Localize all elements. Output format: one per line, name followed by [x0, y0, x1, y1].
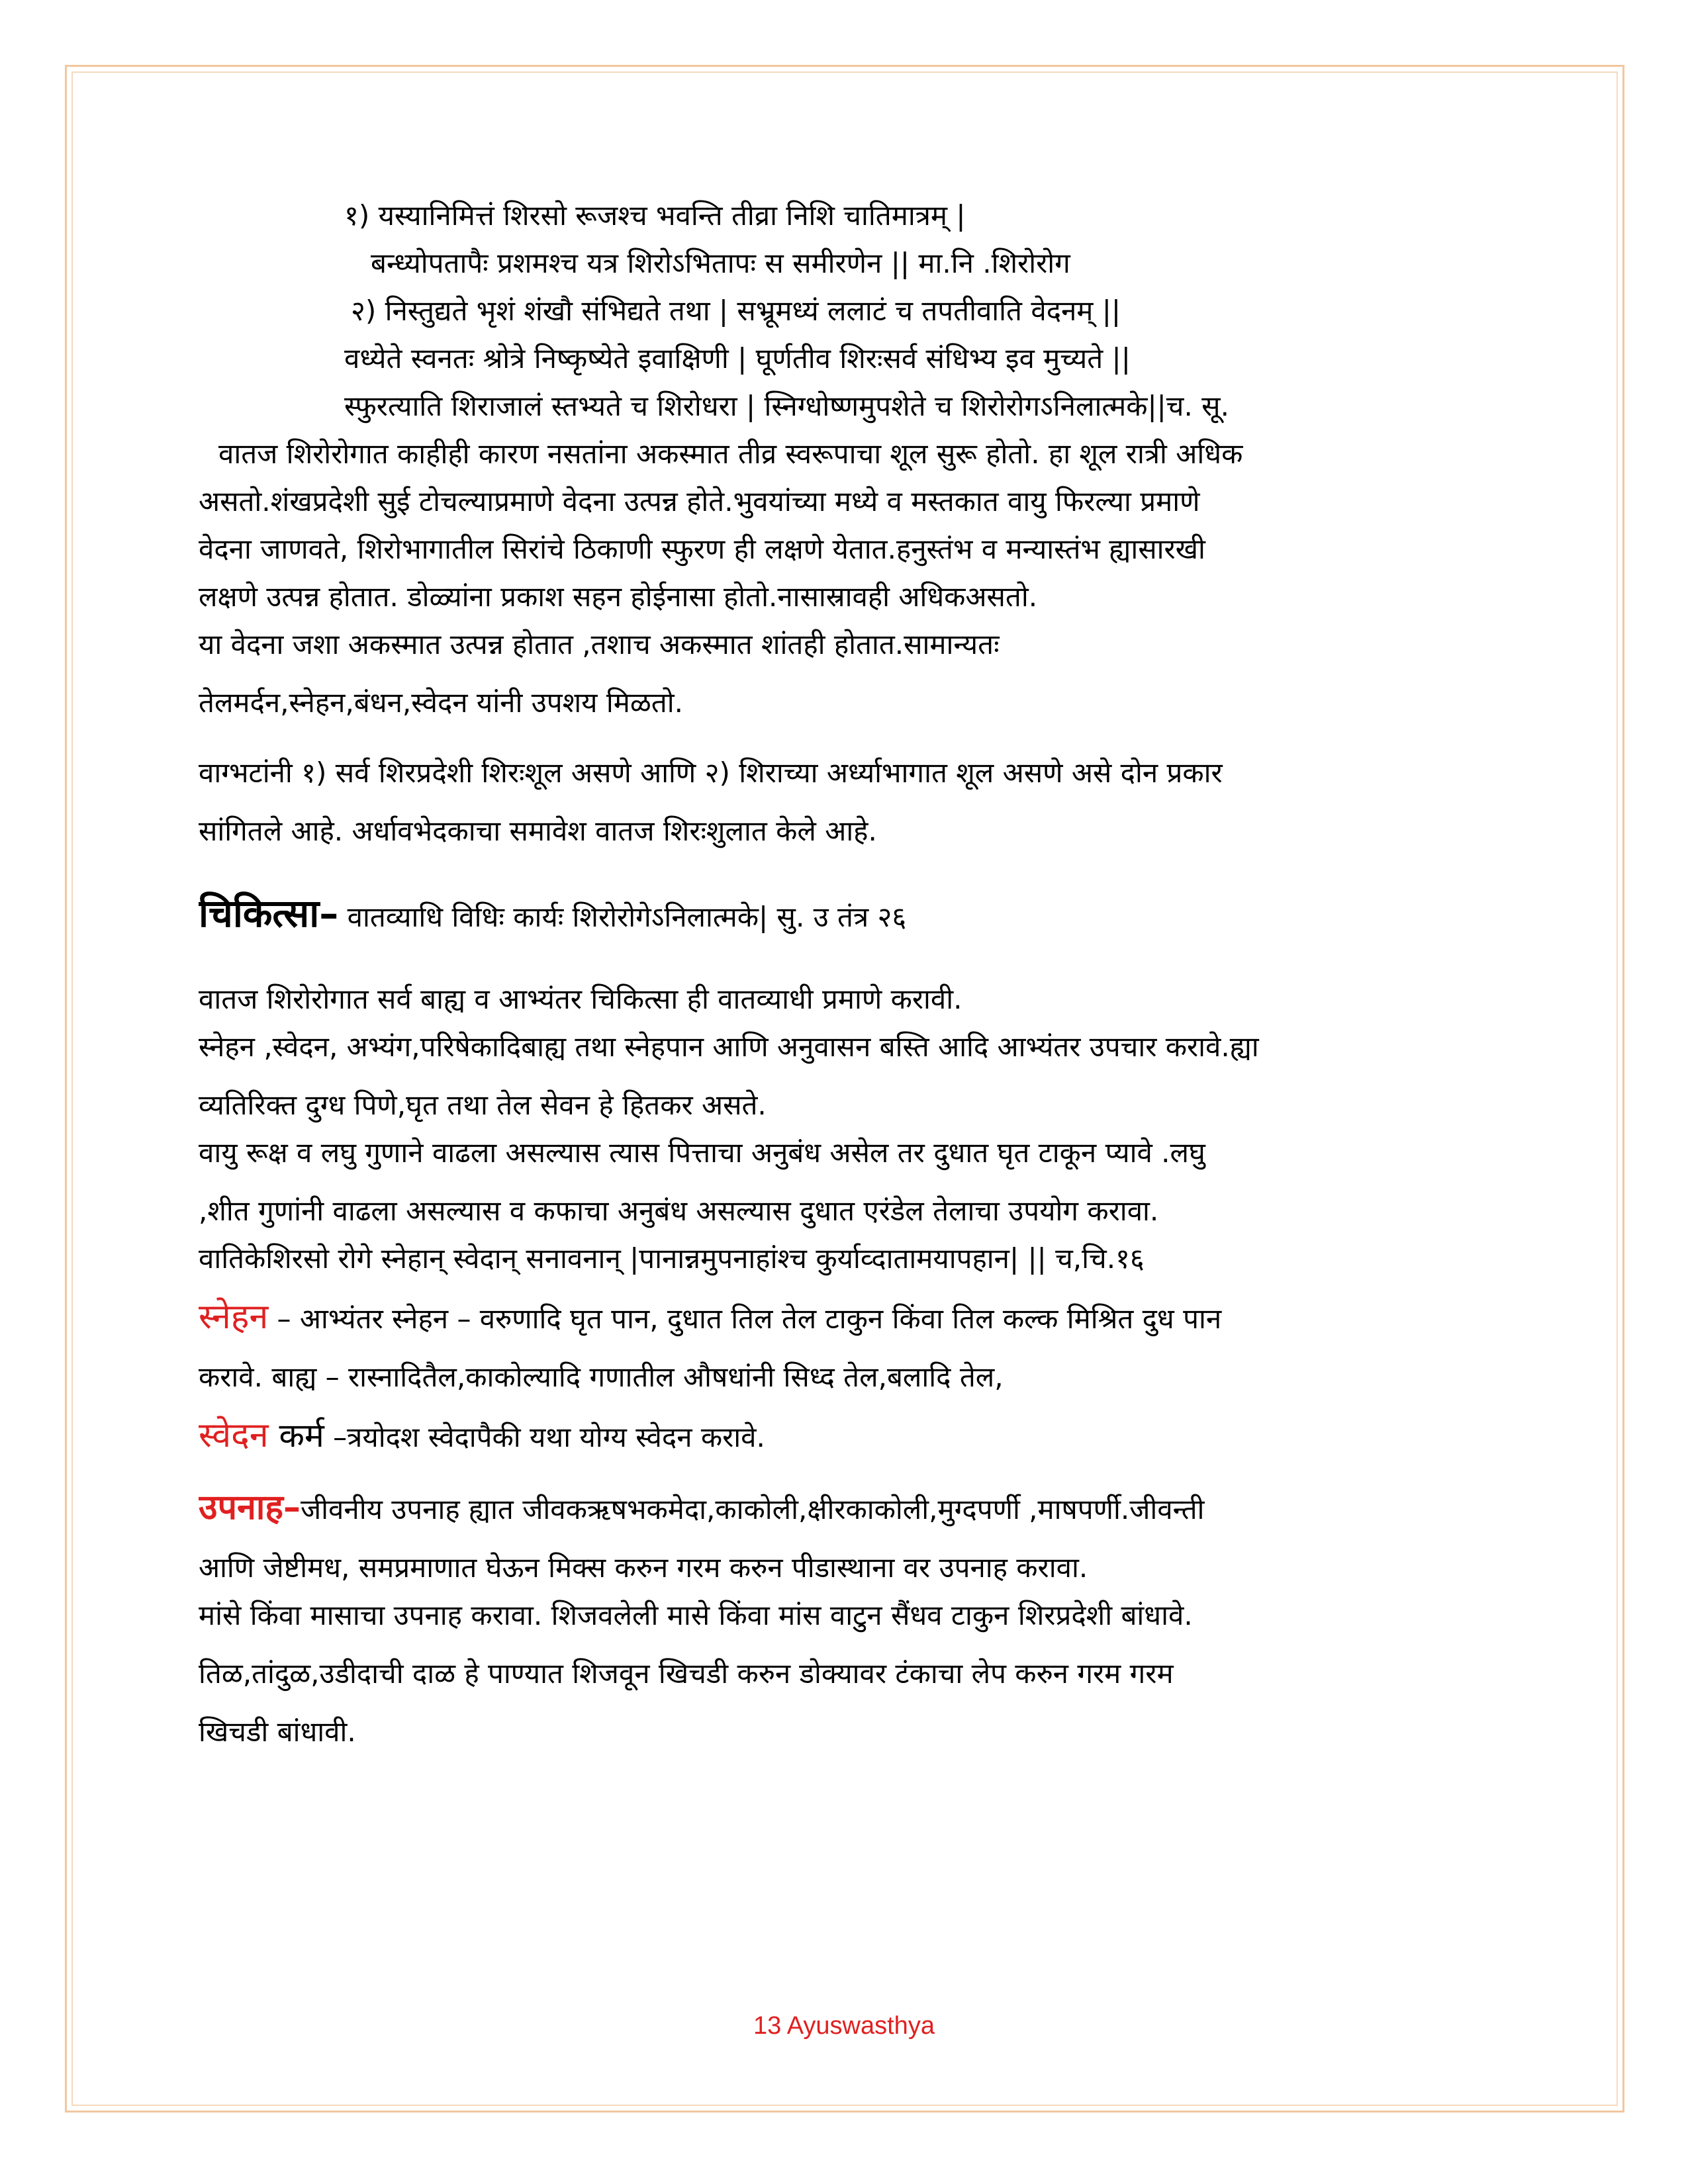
paragraph-symptoms	[199, 430, 1509, 727]
paragraph-line: या वेदना जशा अकस्मात उत्पन्न होतात ,तशाच अकस्मात शांतही होतात.सामान्यतः	[199, 628, 1000, 660]
verse-line: बन्ध्योपतापैः प्रशमश्च यत्र शिरोऽभितापः स समीरणेन || मा.नि .शिरोरोग	[371, 247, 1070, 279]
paragraph-line: वातज शिरोरोगात काहीही कारण नसतांना अकस्मात तीव्र स्वरूपाचा शूल सुरू होतो. हा शूल रात्री अधिक	[218, 437, 1243, 470]
snehan-text-cont: करावे. बाह्य – रास्नादितैल,काकोल्यादि गणातील औषधांनी सिध्द तेल,बलादि तेल,	[199, 1361, 1004, 1393]
paragraph-line: व्यतिरिक्त दुग्ध पिणे,घृत तथा तेल सेवन हे हितकर असते.	[199, 1089, 767, 1121]
chikitsa-reference: वातव्याधि विधिः कार्यः शिरोरोगेऽनिलात्मके| सु. उ तंत्र २६	[338, 901, 907, 933]
page-content	[199, 192, 1509, 1756]
paragraph-treatment	[199, 976, 1509, 1283]
swedan-heading: स्वेदन	[199, 1416, 269, 1455]
chikitsa-section	[199, 889, 1509, 941]
verse-line: २) निस्तुद्यते भृशं शंखौ संभिद्यते तथा | सभ्रूमध्यं ललाटं च तपतीवाति वेदनम् ||	[351, 295, 1121, 327]
upanah-section	[199, 1484, 1509, 1756]
paragraph-line: लक्षणे उत्पन्न होतात. डोळ्यांना प्रकाश सहन होईनासा होतो.नासास्रावही अधिकअसतो.	[199, 580, 1038, 613]
swedan-section	[199, 1412, 1509, 1461]
page-footer: 13 Ayuswasthya	[753, 2012, 935, 2040]
paragraph-line: वायु रूक्ष व लघु गुणाने वाढला असल्यास त्यास पित्ताचा अनुबंध असेल तर दुधात घृत टाकून प्यावे .लघु	[199, 1136, 1205, 1169]
chikitsa-heading: चिकित्सा–	[199, 891, 339, 936]
upanah-text: जीवनीय उपनाह ह्यात जीवकऋषभकमेदा,काकोली,क्षीरकाकोली,मुग्दपर्णी ,माषपर्णी.जीवन्ती	[300, 1493, 1205, 1525]
upanah-heading: उपनाह–	[199, 1488, 301, 1527]
upanah-line: तिळ,तांदुळ,उडीदाची दाळ हे पाण्यात शिजवून खिचडी करुन डोक्यावर टंकाचा लेप करुन गरम गरम	[199, 1657, 1174, 1690]
snehan-section	[199, 1293, 1509, 1401]
paragraph-line: तेलमर्दन,स्नेहन,बंधन,स्वेदन यांनी उपशय मिळतो.	[199, 686, 683, 719]
swedan-karma: कर्म	[268, 1416, 324, 1455]
paragraph-line: स्नेहन ,स्वेदन, अभ्यंग,परिषेकादिबाह्य तथा स्नेहपान आणि अनुवासन बस्ति आदि आभ्यंतर उपचार करावे.ह्या	[199, 1030, 1259, 1063]
swedan-text: –त्रयोदश स्वेदापैकी यथा योग्य स्वेदन करावे.	[324, 1421, 765, 1453]
verse-line: १) यस्यानिमित्तं शिरसो रूजश्च भवन्ति तीव्रा निशि चातिमात्रम् |	[344, 199, 966, 232]
paragraph-line: वातिकेशिरसो रोगे स्नेहान् स्वेदान् सनावनान् |पानान्नमुपनाहांश्च कुर्याव्दातामयापहान| || च,चि.१६	[199, 1242, 1145, 1275]
paragraph-types	[199, 749, 1509, 855]
paragraph-line: ,शीत गुणांनी वाढला असल्यास व कफाचा अनुबंध असल्यास दुधात एरंडेल तेलाचा उपयोग करावा.	[199, 1195, 1159, 1227]
upanah-line: खिचडी बांधावी.	[199, 1715, 356, 1748]
snehan-heading: स्नेहन	[199, 1297, 269, 1337]
verse-line: वध्येते स्वनतः श्रोत्रे निष्कृष्येते इवाक्षिणी | घूर्णतीव शिरःसर्व संधिभ्य इव मुच्यते ||	[344, 342, 1131, 375]
paragraph-line: असतो.शंखप्रदेशी सुई टोचल्याप्रमाणे वेदना उत्पन्न होते.भुवयांच्या मध्ये व मस्तकात वायु फिरल्या प्रमाणे	[199, 485, 1200, 518]
upanah-line: आणि जेष्टीमध, समप्रमाणात घेऊन मिक्स करुन गरम करुन पीडास्थाना वर उपनाह करावा.	[199, 1551, 1088, 1584]
paragraph-line: वेदना जाणवते, शिरोभागातील सिरांचे ठिकाणी स्फुरण ही लक्षणे येतात.हनुस्तंभ व मन्यास्तंभ ह्यासारखी	[199, 533, 1205, 565]
verse-block	[199, 192, 1509, 430]
verse-line: स्फुरत्याति शिराजालं स्तभ्यते च शिरोधरा | स्निग्धोष्णमुपशेते च शिरोरोगऽनिलात्मके||च. सू.	[344, 390, 1229, 422]
paragraph-line: वातज शिरोरोगात सर्व बाह्य व आभ्यंतर चिकित्सा ही वातव्याधी प्रमाणे करावी.	[199, 983, 962, 1015]
paragraph-line: सांगितले आहे. अर्धावभेदकाचा समावेश वातज शिरःशुलात केले आहे.	[199, 815, 877, 847]
paragraph-line: वाग्भटांनी १) सर्व शिरप्रदेशी शिरःशूल असणे आणि २) शिराच्या अर्ध्याभागात शूल असणे असे दोन प्रकार	[199, 756, 1223, 789]
snehan-text: – आभ्यंतर स्नेहन – वरुणादि घृत पान, दुधात तिल तेल टाकुन किंवा तिल कल्क मिश्रित दुध पान	[268, 1302, 1222, 1335]
upanah-line: मांसे किंवा मासाचा उपनाह करावा. शिजवलेली मासे किंवा मांस वाटुन सैंधव टाकुन शिरप्रदेशी बांधावे.	[199, 1599, 1193, 1631]
